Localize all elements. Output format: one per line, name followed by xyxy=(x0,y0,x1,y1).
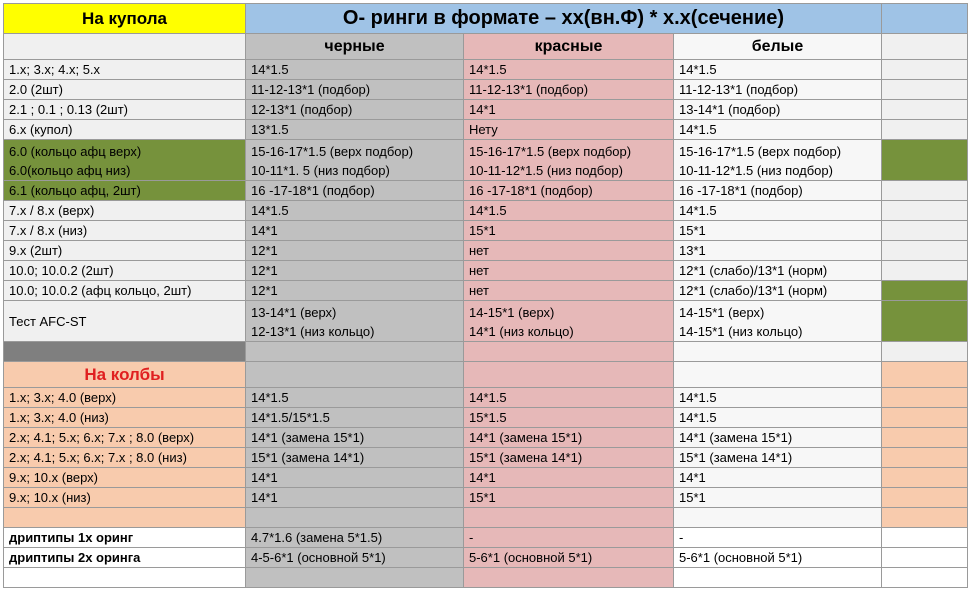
red-ring-cell[interactable] xyxy=(464,528,674,548)
blank-white-cell[interactable] xyxy=(674,508,882,528)
white-ring-cell[interactable] xyxy=(674,301,882,342)
empty-extra-cell[interactable] xyxy=(882,568,968,588)
model-label[interactable] xyxy=(4,221,246,241)
model-label-text: 1.x; 3.x; 4.0 (низ) xyxy=(9,410,109,425)
model-label[interactable] xyxy=(4,488,246,508)
red-ring-cell-text: нет xyxy=(469,283,489,298)
extra-cell[interactable] xyxy=(882,428,968,448)
red-ring-cell[interactable] xyxy=(464,221,674,241)
blank-row xyxy=(4,508,968,528)
white-ring-cell-text: 14*1.5 xyxy=(679,203,717,218)
red-ring-cell[interactable] xyxy=(464,201,674,221)
flask-row xyxy=(4,488,968,508)
driptip-label[interactable] xyxy=(4,528,246,548)
red-ring-cell-text: 14*1 xyxy=(469,102,496,117)
red-ring-cell-text: 14*1 (замена 15*1) xyxy=(469,430,583,445)
black-ring-cell-text: 15*1 (замена 14*1) xyxy=(251,450,365,465)
red-ring-cell[interactable] xyxy=(464,281,674,301)
red-ring-cell[interactable] xyxy=(464,100,674,120)
model-label-text: 7.x / 8.x (верх) xyxy=(9,203,95,218)
red-ring-cell[interactable] xyxy=(464,388,674,408)
dome-row xyxy=(4,201,968,221)
blank-red-cell[interactable] xyxy=(464,508,674,528)
dome-row xyxy=(4,60,968,80)
dome-section-label[interactable]: На купола xyxy=(4,4,246,34)
blank-black-cell[interactable] xyxy=(246,508,464,528)
column-header-row xyxy=(4,34,968,60)
white-ring-cell[interactable] xyxy=(674,468,882,488)
red-ring-cell[interactable] xyxy=(464,140,674,181)
driptip-label[interactable] xyxy=(4,548,246,568)
white-ring-cell[interactable] xyxy=(674,100,882,120)
red-ring-cell-text: 14*1 xyxy=(469,470,496,485)
separator-black-cell[interactable] xyxy=(246,342,464,362)
red-ring-cell-text: 14*1.5 xyxy=(469,203,507,218)
driptip-row xyxy=(4,548,968,568)
model-label[interactable] xyxy=(4,140,246,181)
dome-row xyxy=(4,261,968,281)
driptip-label-text: дриптипы 2х оринга xyxy=(9,550,141,565)
header-extra-cell[interactable] xyxy=(882,34,968,60)
extra-cell[interactable] xyxy=(882,80,968,100)
black-ring-cell-text: 16 -17-18*1 (подбор) xyxy=(251,183,375,198)
white-ring-cell-text: 12*1 (слабо)/13*1 (норм) xyxy=(679,283,828,298)
dome-row xyxy=(4,100,968,120)
extra-cell[interactable] xyxy=(882,100,968,120)
black-ring-cell-text: 13-14*1 (верх) xyxy=(251,305,337,320)
extra-cell[interactable] xyxy=(882,488,968,508)
black-ring-cell-text: 4-5-6*1 (основной 5*1) xyxy=(251,550,386,565)
o-ring-spreadsheet xyxy=(3,3,968,588)
model-label-text: 1.x; 3.x; 4.x; 5.x xyxy=(9,62,101,77)
extra-cell[interactable] xyxy=(882,548,968,568)
flask-row xyxy=(4,388,968,408)
red-ring-cell-text: 10-11-12*1.5 (низ подбор) xyxy=(469,163,623,178)
white-ring-cell[interactable] xyxy=(674,448,882,468)
flask-header-white[interactable] xyxy=(674,362,882,388)
model-label[interactable] xyxy=(4,468,246,488)
col-header-red[interactable]: красные xyxy=(464,34,674,60)
extra-cell[interactable] xyxy=(882,468,968,488)
black-ring-cell-text: 14*1.5 xyxy=(251,390,289,405)
model-label-text: 9.x (2шт) xyxy=(9,243,63,258)
black-ring-cell[interactable] xyxy=(246,388,464,408)
red-ring-cell-text: 15*1 xyxy=(469,490,496,505)
black-ring-cell[interactable] xyxy=(246,100,464,120)
flask-row xyxy=(4,468,968,488)
white-ring-cell-text: 15*1 xyxy=(679,490,706,505)
blank-label-cell[interactable] xyxy=(4,508,246,528)
empty-label-cell[interactable] xyxy=(4,568,246,588)
white-ring-cell-text: 12*1 (слабо)/13*1 (норм) xyxy=(679,263,828,278)
model-label-text: 9.x; 10.x (верх) xyxy=(9,470,98,485)
red-ring-cell[interactable] xyxy=(464,428,674,448)
model-label[interactable] xyxy=(4,281,246,301)
white-ring-cell-text: 16 -17-18*1 (подбор) xyxy=(679,183,803,198)
black-ring-cell[interactable] xyxy=(246,221,464,241)
empty-row xyxy=(4,568,968,588)
dome-row xyxy=(4,241,968,261)
black-ring-cell[interactable] xyxy=(246,60,464,80)
dome-row xyxy=(4,221,968,241)
red-ring-cell[interactable] xyxy=(464,468,674,488)
black-ring-cell-text: 12-13*1 (низ кольцо) xyxy=(251,324,375,339)
black-ring-cell-text: 12-13*1 (подбор) xyxy=(251,102,353,117)
model-label[interactable] xyxy=(4,80,246,100)
red-ring-cell[interactable] xyxy=(464,261,674,281)
black-ring-cell-text: 14*1 (замена 15*1) xyxy=(251,430,365,445)
model-label[interactable] xyxy=(4,388,246,408)
col-header-white[interactable]: белые xyxy=(674,34,882,60)
col-header-black[interactable]: черные xyxy=(246,34,464,60)
black-ring-cell-text: 13*1.5 xyxy=(251,122,289,137)
black-ring-cell-text: 11-12-13*1 (подбор) xyxy=(251,82,371,97)
white-ring-cell[interactable] xyxy=(674,548,882,568)
black-ring-cell[interactable] xyxy=(246,120,464,140)
white-ring-cell-text: 14*1.5 xyxy=(679,390,717,405)
black-ring-cell[interactable] xyxy=(246,428,464,448)
black-ring-cell[interactable] xyxy=(246,181,464,201)
red-ring-cell[interactable] xyxy=(464,60,674,80)
separator-extra-cell[interactable] xyxy=(882,342,968,362)
model-label[interactable] xyxy=(4,181,246,201)
flask-row xyxy=(4,408,968,428)
black-ring-cell[interactable] xyxy=(246,448,464,468)
red-ring-cell[interactable] xyxy=(464,548,674,568)
black-ring-cell[interactable] xyxy=(246,408,464,428)
red-ring-cell[interactable] xyxy=(464,120,674,140)
empty-black-cell[interactable] xyxy=(246,568,464,588)
extra-cell[interactable] xyxy=(882,120,968,140)
model-label[interactable] xyxy=(4,408,246,428)
flask-section-row xyxy=(4,362,968,388)
separator-red-cell[interactable] xyxy=(464,342,674,362)
white-ring-cell-text: 15*1 (замена 14*1) xyxy=(679,450,793,465)
black-ring-cell-text: 12*1 xyxy=(251,283,278,298)
red-ring-cell-text: 14-15*1 (верх) xyxy=(469,305,555,320)
black-ring-cell-text: 10-11*1. 5 (низ подбор) xyxy=(251,163,390,178)
extra-cell[interactable] xyxy=(882,408,968,428)
black-ring-cell[interactable] xyxy=(246,528,464,548)
empty-red-cell[interactable] xyxy=(464,568,674,588)
red-ring-cell[interactable] xyxy=(464,241,674,261)
extra-cell[interactable] xyxy=(882,181,968,201)
dome-row xyxy=(4,140,968,181)
model-label[interactable] xyxy=(4,120,246,140)
white-ring-cell-text: 13*1 xyxy=(679,243,706,258)
white-ring-cell[interactable] xyxy=(674,281,882,301)
white-ring-cell-text: 10-11-12*1.5 (низ подбор) xyxy=(679,163,833,178)
flask-header-red[interactable] xyxy=(464,362,674,388)
black-ring-cell[interactable] xyxy=(246,488,464,508)
white-ring-cell-text: 14-15*1 (верх) xyxy=(679,305,765,320)
white-ring-cell[interactable] xyxy=(674,388,882,408)
empty-white-cell[interactable] xyxy=(674,568,882,588)
dome-row xyxy=(4,80,968,100)
red-ring-cell-text: 15-16-17*1.5 (верх подбор) xyxy=(469,144,632,159)
separator-row xyxy=(4,342,968,362)
driptip-label-text: дриптипы 1х оринг xyxy=(9,530,134,545)
red-ring-cell-text: Нету xyxy=(469,122,498,137)
model-label-text: 2.x; 4.1; 5.x; 6.x; 7.x ; 8.0 (низ) xyxy=(9,450,187,465)
red-ring-cell-text: 16 -17-18*1 (подбор) xyxy=(469,183,593,198)
white-ring-cell-text: 11-12-13*1 (подбор) xyxy=(679,82,799,97)
black-ring-cell-text: 14*1.5 xyxy=(251,203,289,218)
white-ring-cell[interactable] xyxy=(674,408,882,428)
extra-cell[interactable] xyxy=(882,261,968,281)
flask-header-extra[interactable] xyxy=(882,362,968,388)
red-ring-cell-text: 15*1 (замена 14*1) xyxy=(469,450,583,465)
red-ring-cell-text: нет xyxy=(469,243,489,258)
model-label[interactable] xyxy=(4,428,246,448)
red-ring-cell[interactable] xyxy=(464,448,674,468)
white-ring-cell[interactable] xyxy=(674,221,882,241)
red-ring-cell[interactable] xyxy=(464,80,674,100)
black-ring-cell-text: 14*1.5 xyxy=(251,62,289,77)
title-row xyxy=(4,4,968,34)
white-ring-cell-text: 5-6*1 (основной 5*1) xyxy=(679,550,803,565)
black-ring-cell[interactable] xyxy=(246,80,464,100)
black-ring-cell[interactable] xyxy=(246,548,464,568)
white-ring-cell[interactable] xyxy=(674,488,882,508)
white-ring-cell[interactable] xyxy=(674,140,882,181)
model-label-text: Тест AFC-ST xyxy=(9,313,87,329)
title-extra-cell[interactable] xyxy=(882,4,968,34)
black-ring-cell[interactable] xyxy=(246,241,464,261)
model-label[interactable] xyxy=(4,448,246,468)
model-label-text: 7.x / 8.x (низ) xyxy=(9,223,88,238)
white-ring-cell[interactable] xyxy=(674,428,882,448)
black-ring-cell-text: 14*1.5/15*1.5 xyxy=(251,410,330,425)
white-ring-cell-text: - xyxy=(679,530,684,545)
flask-header-black[interactable] xyxy=(246,362,464,388)
red-ring-cell-text: 15*1.5 xyxy=(469,410,507,425)
red-ring-cell[interactable] xyxy=(464,488,674,508)
black-ring-cell-text: 14*1 xyxy=(251,490,278,505)
white-ring-cell[interactable] xyxy=(674,528,882,548)
red-ring-cell[interactable] xyxy=(464,181,674,201)
white-ring-cell-text: 15*1 xyxy=(679,223,706,238)
white-ring-cell-text: 13-14*1 (подбор) xyxy=(679,102,781,117)
black-ring-cell[interactable] xyxy=(246,301,464,342)
dome-row xyxy=(4,181,968,201)
model-label[interactable] xyxy=(4,60,246,80)
white-ring-cell-text: 14*1.5 xyxy=(679,410,717,425)
blank-extra-cell[interactable] xyxy=(882,508,968,528)
black-ring-cell-text: 12*1 xyxy=(251,263,278,278)
red-ring-cell-text: 5-6*1 (основной 5*1) xyxy=(469,550,593,565)
model-label-text: 6.x (купол) xyxy=(9,122,73,137)
black-ring-cell[interactable] xyxy=(246,201,464,221)
model-label-text: 2.0 (2шт) xyxy=(9,82,63,97)
flask-row xyxy=(4,448,968,468)
model-label-text: 9.x; 10.x (низ) xyxy=(9,490,91,505)
flask-section-label[interactable] xyxy=(4,362,246,388)
model-label[interactable] xyxy=(4,261,246,281)
separator-white-cell[interactable] xyxy=(674,342,882,362)
red-ring-cell-text: 14*1 (низ кольцо) xyxy=(469,324,574,339)
extra-cell[interactable] xyxy=(882,241,968,261)
dome-row xyxy=(4,281,968,301)
extra-cell[interactable] xyxy=(882,221,968,241)
extra-cell[interactable] xyxy=(882,388,968,408)
model-label[interactable] xyxy=(4,241,246,261)
dome-row xyxy=(4,301,968,342)
extra-cell[interactable] xyxy=(882,448,968,468)
black-ring-cell-text: 14*1 xyxy=(251,223,278,238)
red-ring-cell[interactable] xyxy=(464,301,674,342)
red-ring-cell-text: 14*1.5 xyxy=(469,390,507,405)
model-label-text: 6.0(кольцо афц низ) xyxy=(9,163,131,178)
driptip-row xyxy=(4,528,968,548)
model-label-text: 10.0; 10.0.2 (афц кольцо, 2шт) xyxy=(9,283,192,298)
white-ring-cell-text: 14*1.5 xyxy=(679,62,717,77)
extra-cell[interactable] xyxy=(882,140,968,181)
extra-cell[interactable] xyxy=(882,528,968,548)
red-ring-cell-text: нет xyxy=(469,263,489,278)
model-label-text: 10.0; 10.0.2 (2шт) xyxy=(9,263,114,278)
white-ring-cell-text: 15-16-17*1.5 (верх подбор) xyxy=(679,144,842,159)
white-ring-cell-text: 14*1 xyxy=(679,470,706,485)
white-ring-cell[interactable] xyxy=(674,80,882,100)
white-ring-cell[interactable] xyxy=(674,60,882,80)
black-ring-cell-text: 14*1 xyxy=(251,470,278,485)
model-label-text: 2.x; 4.1; 5.x; 6.x; 7.x ; 8.0 (верх) xyxy=(9,430,195,445)
red-ring-cell-text: 11-12-13*1 (подбор) xyxy=(469,82,589,97)
red-ring-cell-text: - xyxy=(469,530,474,545)
white-ring-cell[interactable] xyxy=(674,181,882,201)
sheet-title[interactable]: О- ринги в формате – хх(вн.Ф) * х.х(сечение) xyxy=(246,4,882,34)
white-ring-cell[interactable] xyxy=(674,261,882,281)
flask-section-label-text: На колбы xyxy=(84,365,165,384)
model-label[interactable] xyxy=(4,201,246,221)
model-label-text: 2.1 ; 0.1 ; 0.13 (2шт) xyxy=(9,102,128,117)
white-ring-cell[interactable] xyxy=(674,120,882,140)
model-label-text: 6.0 (кольцо афц верх) xyxy=(9,144,142,159)
white-ring-cell-text: 14*1.5 xyxy=(679,122,717,137)
red-ring-cell-text: 14*1.5 xyxy=(469,62,507,77)
model-label-text: 6.1 (кольцо афц, 2шт) xyxy=(9,183,141,198)
extra-cell[interactable] xyxy=(882,281,968,301)
black-ring-cell[interactable] xyxy=(246,468,464,488)
white-ring-cell[interactable] xyxy=(674,201,882,221)
black-ring-cell-text: 4.7*1.6 (замена 5*1.5) xyxy=(251,530,383,545)
black-ring-cell[interactable] xyxy=(246,140,464,181)
black-ring-cell[interactable] xyxy=(246,281,464,301)
white-ring-cell-text: 14*1 (замена 15*1) xyxy=(679,430,793,445)
model-label[interactable] xyxy=(4,100,246,120)
model-label-text: 1.x; 3.x; 4.0 (верх) xyxy=(9,390,117,405)
black-ring-cell-text: 12*1 xyxy=(251,243,278,258)
model-label[interactable] xyxy=(4,301,246,342)
corner-cell[interactable] xyxy=(4,34,246,60)
dome-row xyxy=(4,120,968,140)
extra-cell[interactable] xyxy=(882,301,968,342)
extra-cell[interactable] xyxy=(882,60,968,80)
black-ring-cell-text: 15-16-17*1.5 (верх подбор) xyxy=(251,144,414,159)
black-ring-cell[interactable] xyxy=(246,261,464,281)
separator-cell[interactable] xyxy=(4,342,246,362)
flask-row xyxy=(4,428,968,448)
white-ring-cell-text: 14-15*1 (низ кольцо) xyxy=(679,324,803,339)
red-ring-cell[interactable] xyxy=(464,408,674,428)
extra-cell[interactable] xyxy=(882,201,968,221)
white-ring-cell[interactable] xyxy=(674,241,882,261)
red-ring-cell-text: 15*1 xyxy=(469,223,496,238)
